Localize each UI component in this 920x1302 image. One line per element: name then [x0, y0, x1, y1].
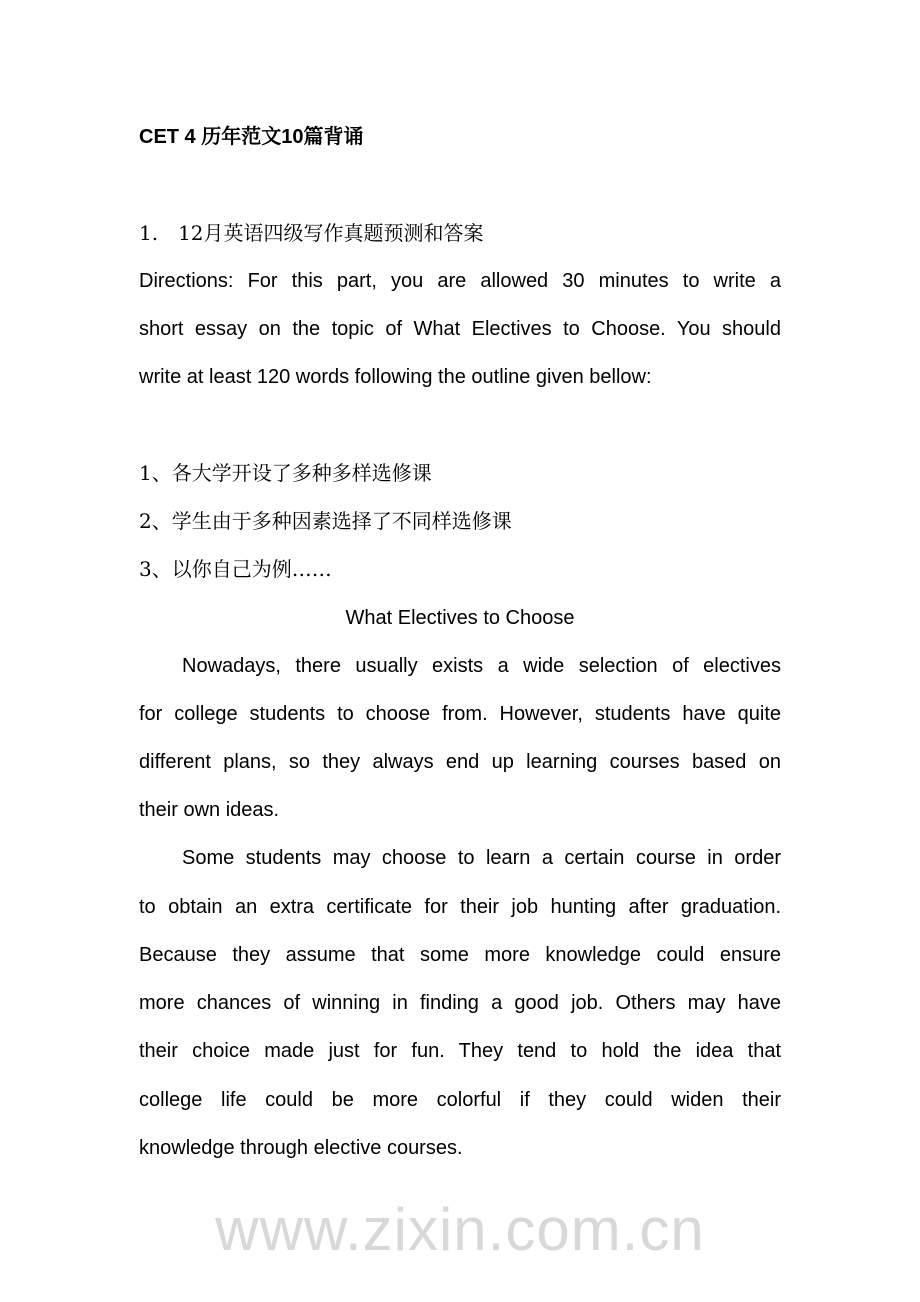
paragraph-line: Nowadays, there usually exists a wide selection of electives: [182, 655, 781, 677]
paragraph-line: to obtain an extra certificate for their job hunting after graduation.: [139, 896, 781, 918]
paragraph-line: different plans, so they always end up learning courses based on: [139, 751, 781, 773]
outline-item: 3、以你自己为例……: [139, 557, 332, 581]
essay-title: What Electives to Choose: [345, 607, 575, 629]
paragraph-line: college life could be more colorful if they could widen their: [139, 1089, 781, 1111]
outline-item: 1、各大学开设了多种多样选修课: [139, 461, 432, 485]
directions-line: short essay on the topic of What Electives to Choose. You should: [139, 318, 781, 340]
document-title: CET 4 历年范文10篇背诵: [139, 126, 364, 148]
watermark: www.zixin.com.cn: [215, 1196, 705, 1263]
paragraph-line: Some students may choose to learn a certain course in order: [182, 847, 781, 869]
paragraph-line: their choice made just for fun. They tend to hold the idea that: [139, 1040, 781, 1062]
paragraph-line: Because they assume that some more knowledge could ensure: [139, 944, 781, 966]
directions-line: Directions: For this part, you are allowed 30 minutes to write a: [139, 270, 781, 292]
paragraph-line: their own ideas.: [139, 799, 280, 821]
paragraph-line: for college students to choose from. However, students have quite: [139, 703, 781, 725]
paragraph-line: knowledge through elective courses.: [139, 1137, 463, 1159]
section-heading: 1. 12月英语四级写作真题预测和答案: [139, 221, 484, 245]
directions-line: write at least 120 words following the outline given bellow:: [139, 366, 652, 388]
outline-item: 2、学生由于多种因素选择了不同样选修课: [139, 509, 512, 533]
paragraph-line: more chances of winning in finding a good job. Others may have: [139, 992, 781, 1014]
